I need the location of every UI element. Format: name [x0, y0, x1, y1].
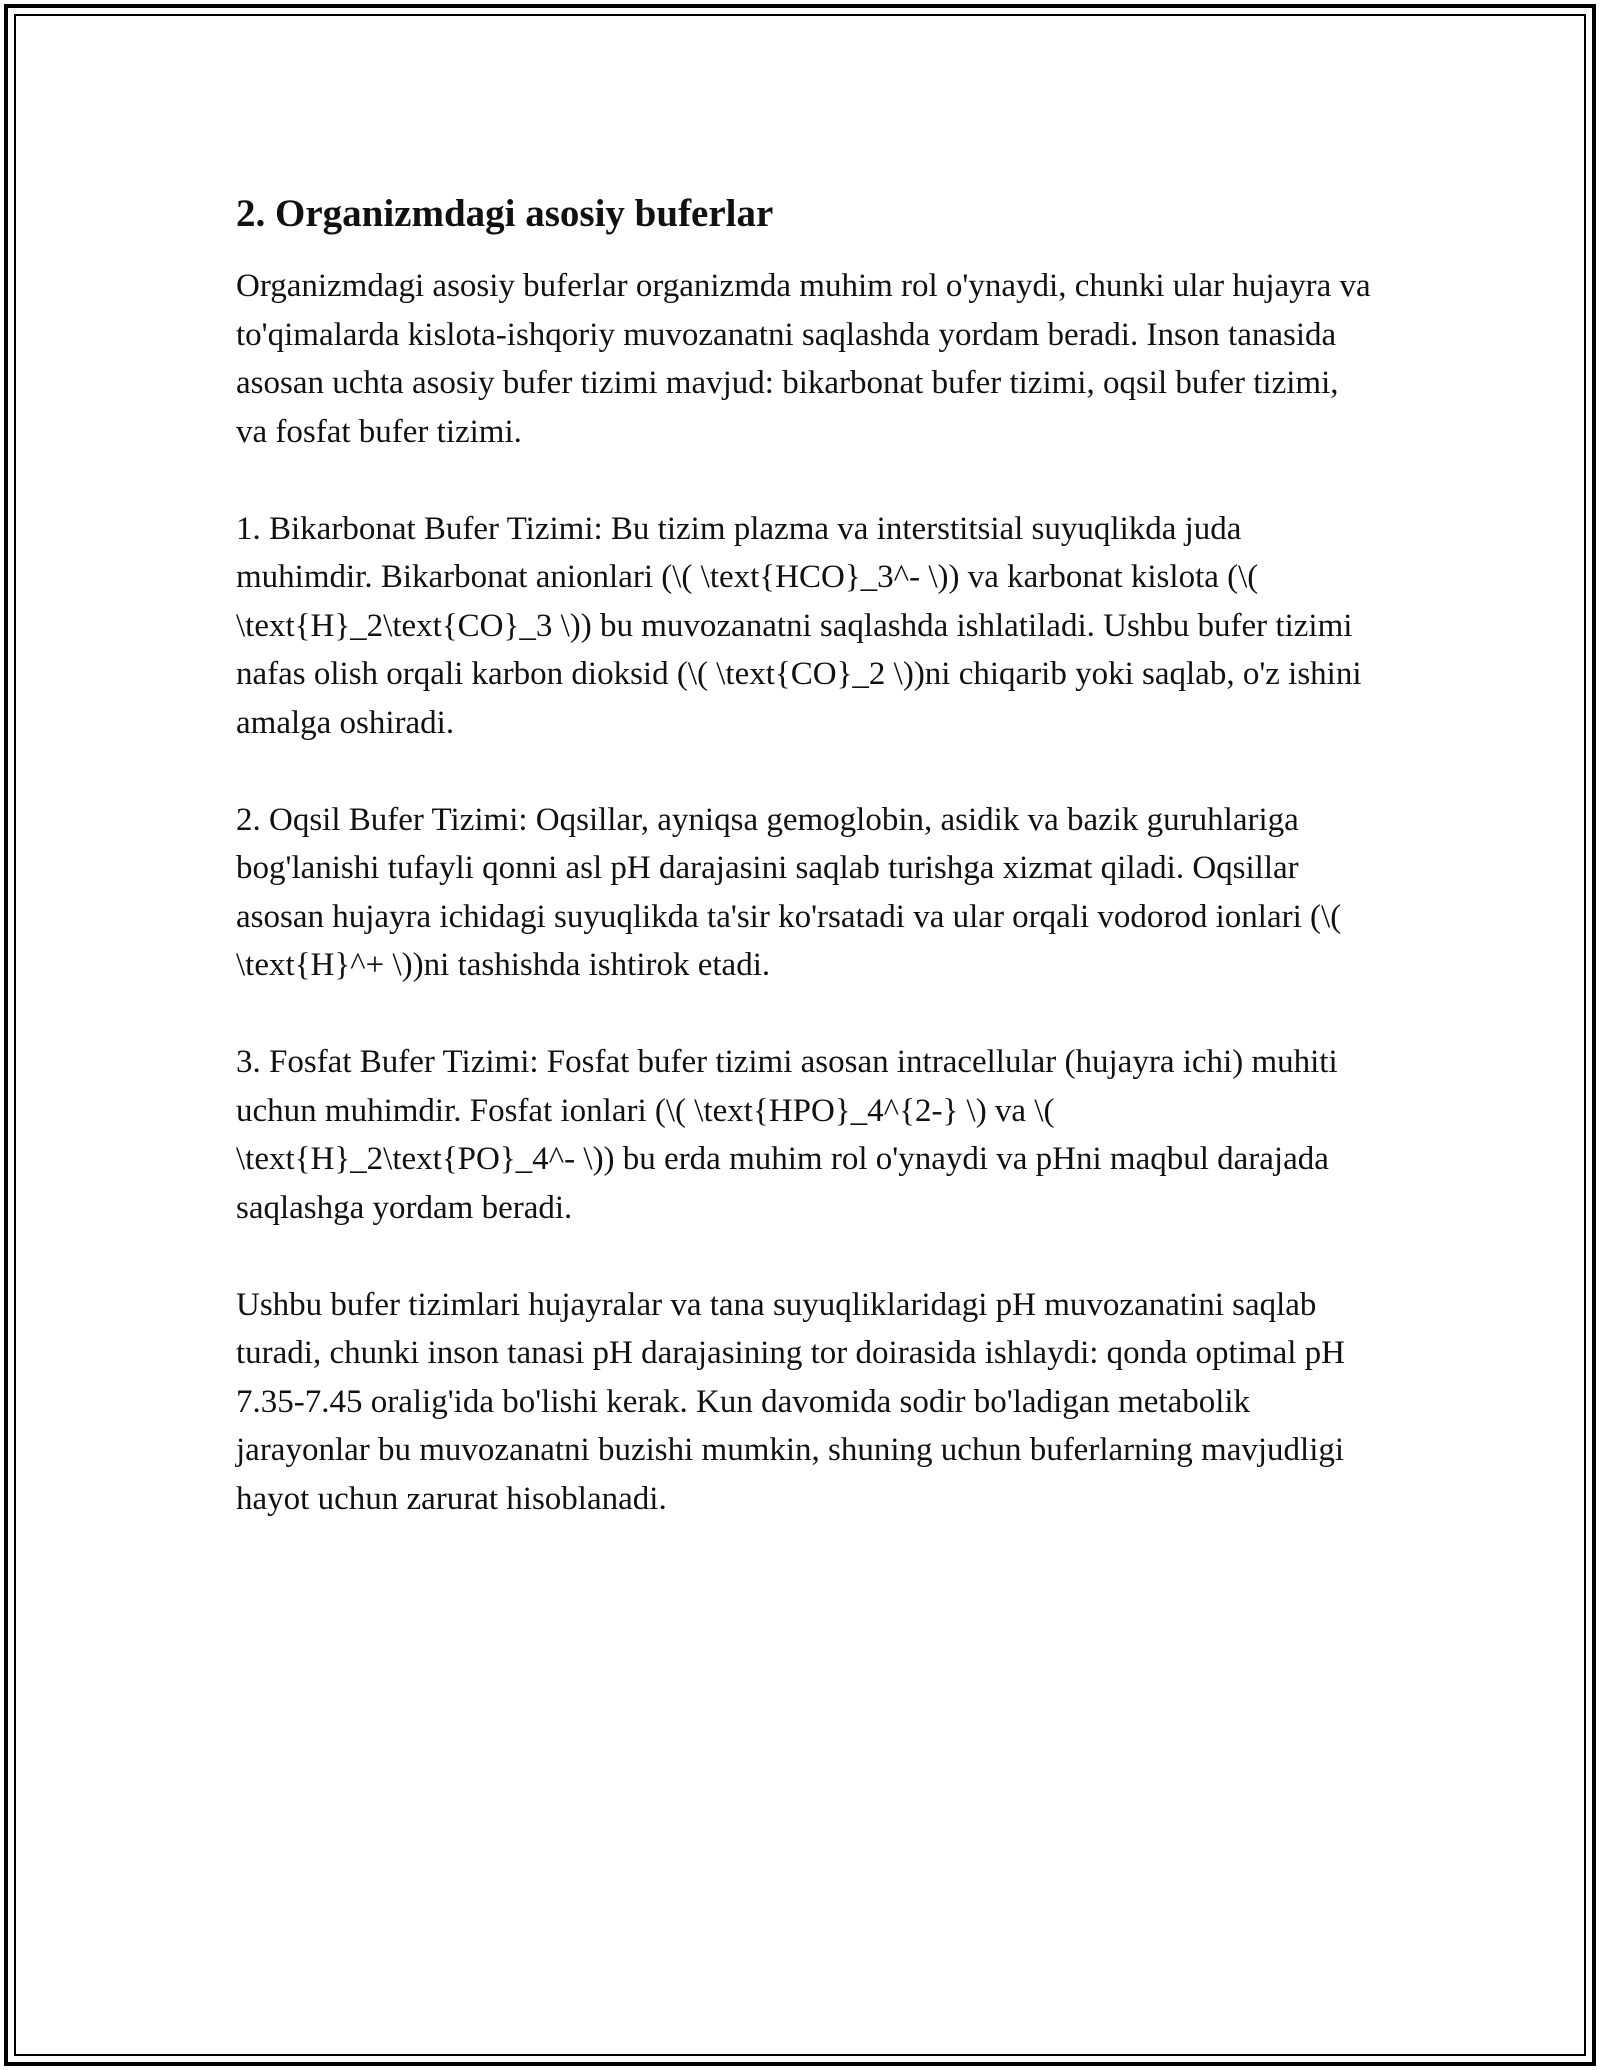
phosphate-buffer-paragraph: 3. Fosfat Bufer Tizimi: Fosfat bufer tizimi asosan intracellular (hujayra ichi) muhiti uchun muhimdir. Fosfat ionlari (\( \text{HPO}_4^{2-} \) va \( \text{H}_2\text{PO}_4^- \)) bu erda muhim rol o'ynaydi va pHni maqbul darajada saqlashga yordam beradi.: [236, 1044, 1338, 1226]
intro-paragraph: Organizmdagi asosiy buferlar organizmda muhim rol o'ynaydi, chunki ular hujayra va to'qimalarda kislota-ishqoriy muvozanatni saqlashda yordam beradi. Inson tanasida asosan uchta asosiy bufer tizimi mavjud: bikarbonat bufer tizimi, oqsil bufer tizimi, va fosfat bufer tizimi.: [236, 268, 1371, 450]
conclusion-paragraph: Ushbu bufer tizimlari hujayralar va tana suyuqliklaridagi pH muvozanatini saqlab turadi, chunki inson tanasi pH darajasining tor doirasida ishlaydi: qonda optimal pH 7.35-7.45 oralig'ida bo'lishi kerak. Kun davomida sodir bo'ladigan metabolik jarayonlar bu muvozanatni buzishi mumkin, shuning uchun buferlarning mavjudligi hayot uchun zarurat hisoblanadi.: [236, 1286, 1345, 1517]
document-page: [236, 186, 1376, 1572]
protein-buffer-paragraph: 2. Oqsil Bufer Tizimi: Oqsillar, ayniqsa gemoglobin, asidik va bazik guruhlariga bog'lanishi tufayli qonni asl pH darajasini saqlab turishga xizmat qiladi. Oqsillar asosan hujayra ichidagi suyuqlikda ta'sir ko'rsatadi va ular orqali vodorod ionlari (\( \text{H}^+ \))ni tashishda ishtirok etadi.: [236, 801, 1342, 983]
section-heading: 2. Organizmdagi asosiy buferlar: [236, 192, 774, 235]
bicarbonate-buffer-paragraph: 1. Bikarbonat Bufer Tizimi: Bu tizim plazma va interstitsial suyuqlikda juda muhimdir. Bikarbonat anionlari (\( \text{HCO}_3^- \)) va karbonat kislota (\( \text{H}_2\text{CO}_3 \)) bu muvozanatni saqlashda ishlatiladi. Ushbu bufer tizimi nafas olish orqali karbon dioksid (\( \text{CO}_2 \))ni chiqarib yoki saqlab, o'z ishini amalga oshiradi.: [236, 510, 1362, 741]
